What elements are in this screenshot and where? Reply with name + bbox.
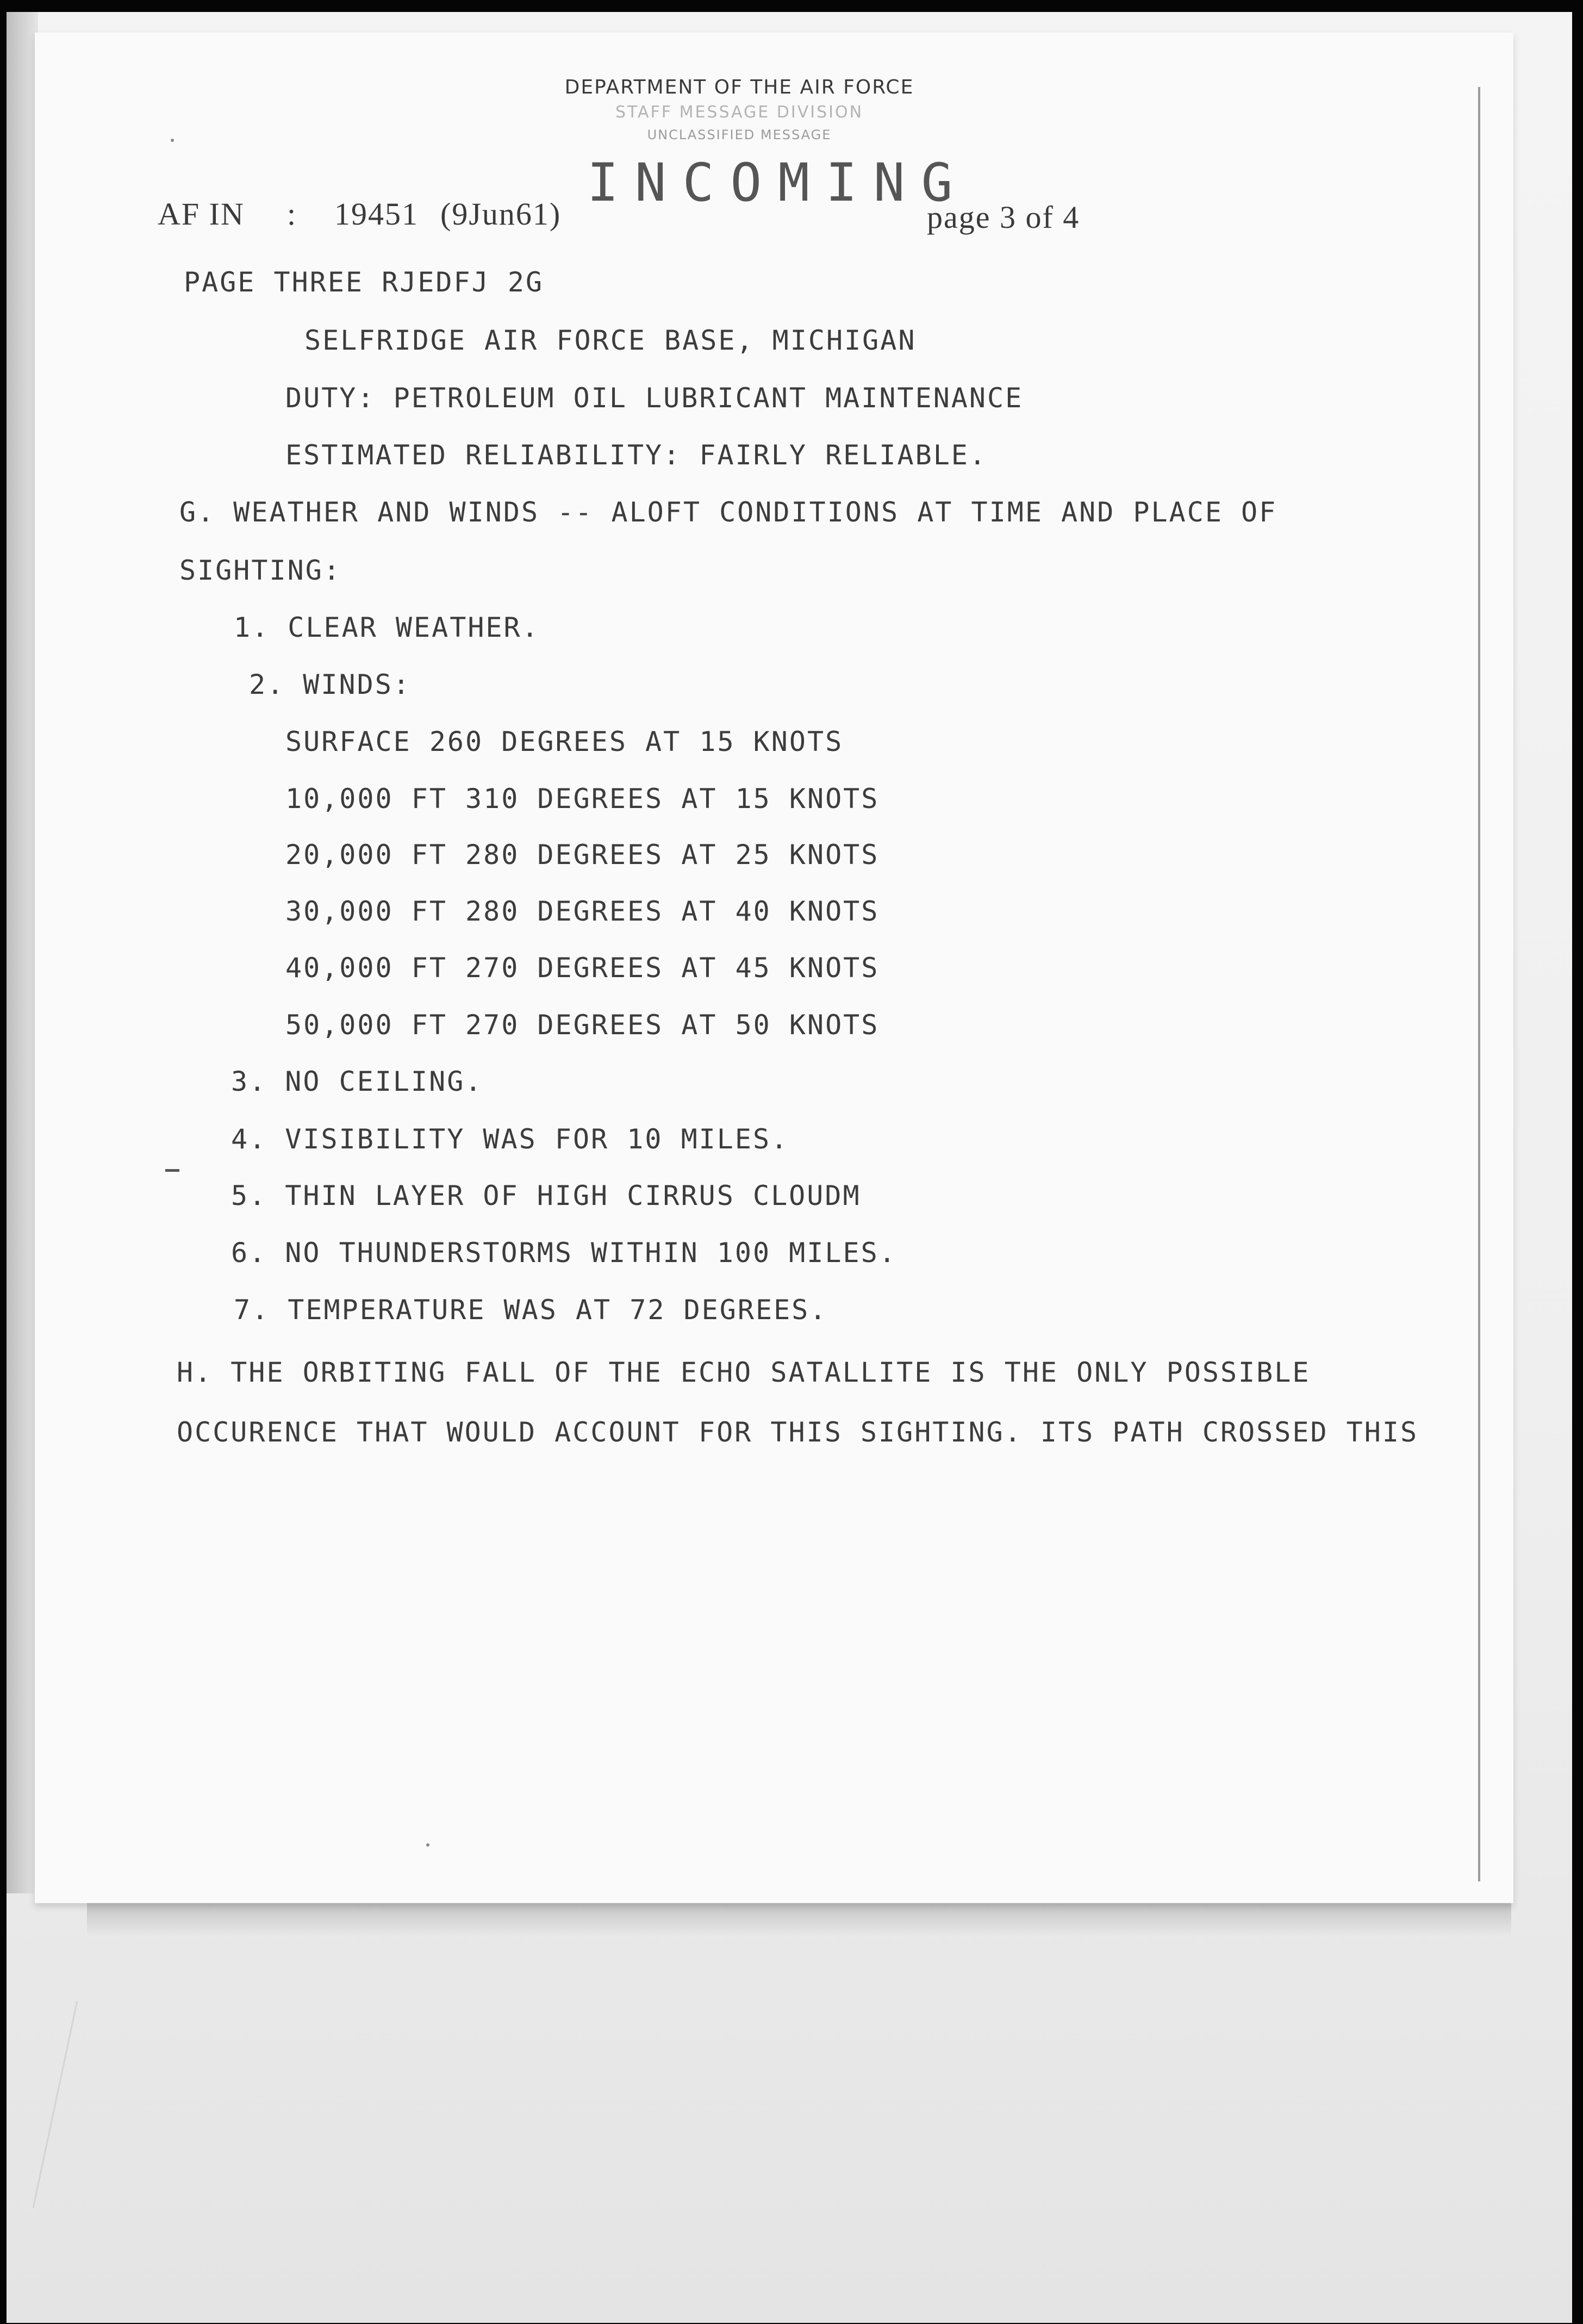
item-4: 4. VISIBILITY WAS FOR 10 MILES.	[231, 1123, 789, 1155]
item-6: 6. NO THUNDERSTORMS WITHIN 100 MILES.	[231, 1237, 897, 1269]
item-3: 3. NO CEILING.	[231, 1066, 483, 1097]
af-in-number: 19451	[334, 196, 419, 232]
reliability-line: ESTIMATED RELIABILITY: FAIRLY RELIABLE.	[285, 439, 987, 471]
page-heading: PAGE THREE RJEDFJ 2G	[184, 266, 544, 298]
section-g-line-2: SIGHTING:	[179, 555, 341, 586]
item-5: 5. THIN LAYER OF HIGH CIRRUS CLOUDM	[231, 1180, 861, 1211]
incoming-stamp: INCOMING	[587, 152, 969, 213]
section-h-line-1: H. THE ORBITING FALL OF THE ECHO SATALLITE IS THE ONLY POSSIBLE	[177, 1357, 1311, 1388]
margin-tick	[165, 1169, 179, 1172]
department-title: DEPARTMENT OF THE AIR FORCE	[564, 76, 914, 98]
winds-row: SURFACE 260 DEGREES AT 15 KNOTS	[285, 726, 844, 757]
page-number: page 3 of 4	[927, 200, 1080, 235]
duty-line: DUTY: PETROLEUM OIL LUBRICANT MAINTENANCE	[285, 382, 1024, 414]
winds-row: 50,000 FT 270 DEGREES AT 50 KNOTS	[285, 1009, 880, 1041]
item-2: 2. WINDS:	[249, 669, 411, 700]
af-in-date: (9Jun61)	[440, 196, 562, 232]
winds-row: 10,000 FT 310 DEGREES AT 15 KNOTS	[285, 783, 880, 815]
location-line: SELFRIDGE AIR FORCE BASE, MICHIGAN	[304, 325, 917, 356]
message-header-stamp	[489, 76, 989, 142]
winds-row: 20,000 FT 280 DEGREES AT 25 KNOTS	[285, 839, 880, 871]
film-edge-strip	[7, 12, 38, 1893]
winds-row: 40,000 FT 270 DEGREES AT 45 KNOTS	[285, 952, 880, 984]
dust-speck	[171, 139, 174, 142]
af-in-separator: :	[287, 196, 297, 232]
item-7: 7. TEMPERATURE WAS AT 72 DEGREES.	[234, 1294, 828, 1326]
item-1: 1. CLEAR WEATHER.	[234, 612, 540, 643]
section-h-line-2: OCCURENCE THAT WOULD ACCOUNT FOR THIS SIGHTING. ITS PATH CROSSED THIS	[177, 1416, 1419, 1448]
right-margin-rule	[1478, 87, 1480, 1881]
winds-row: 30,000 FT 280 DEGREES AT 40 KNOTS	[285, 896, 880, 927]
section-g-line-1: G. WEATHER AND WINDS -- ALOFT CONDITIONS AT TIME AND PLACE OF	[179, 496, 1277, 528]
division-title: STAFF MESSAGE DIVISION	[615, 103, 864, 122]
af-in-label: AF IN	[158, 196, 245, 232]
classification-label: UNCLASSIFIED MESSAGE	[647, 127, 832, 142]
dust-speck	[426, 1843, 429, 1847]
